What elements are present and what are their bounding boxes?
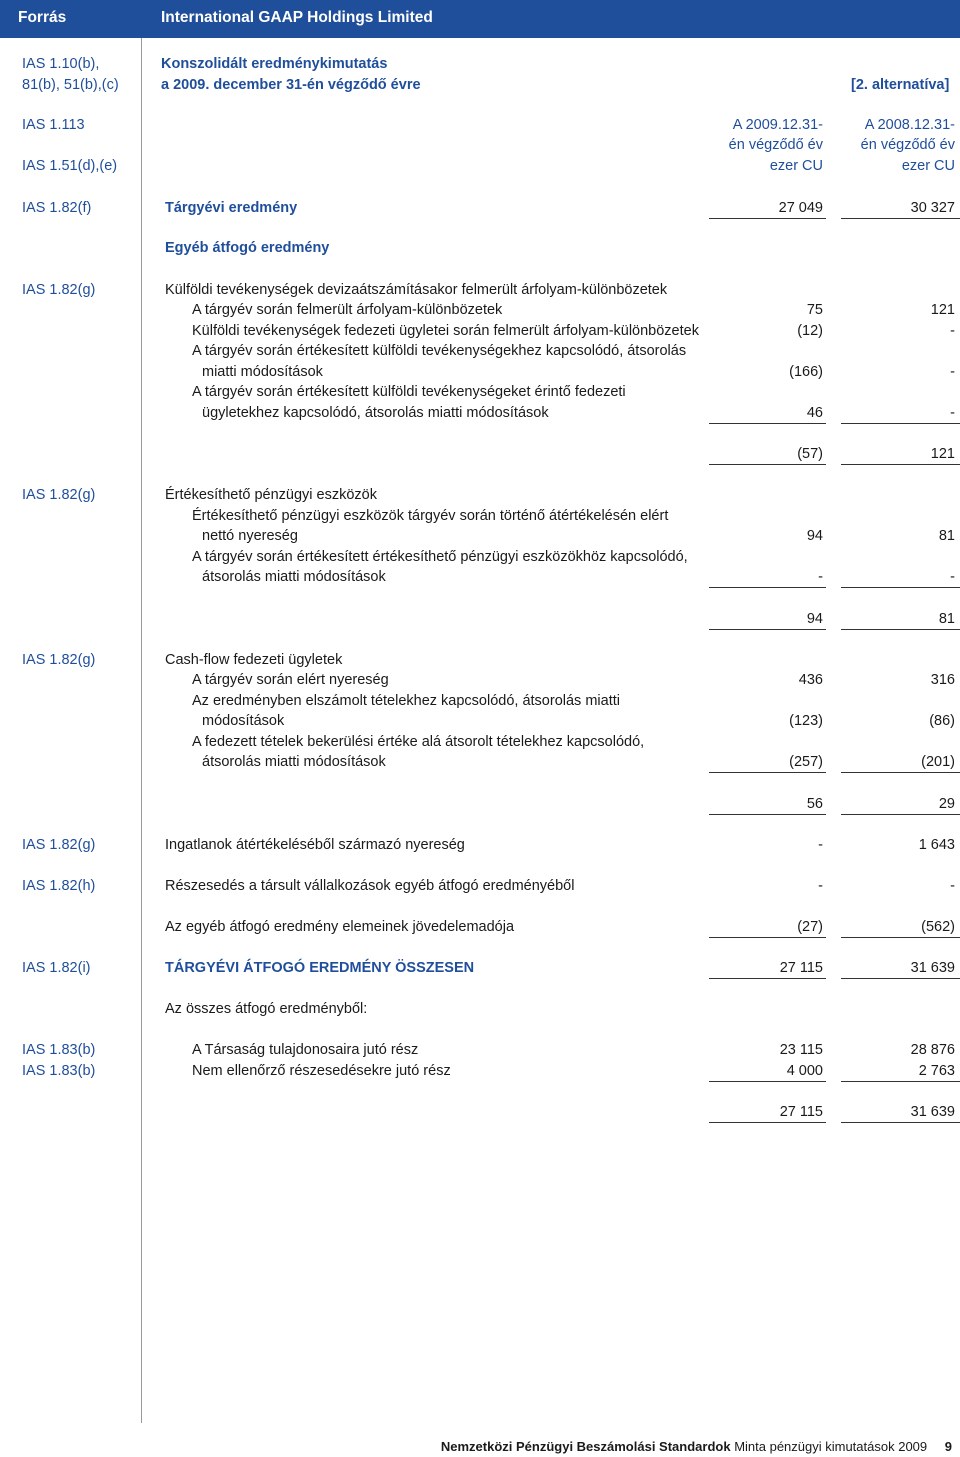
fx-row2-label: Külföldi tevékenységek fedezeti ügyletei során felmerült árfolyam-különbözetek bbox=[192, 323, 699, 339]
afs-row1-label1: Értékesíthető pénzügyi eszközök tárgyév során történő átértékelésén elért bbox=[192, 508, 669, 524]
attrib-heading: Az összes átfogó eredményből: bbox=[165, 1001, 368, 1017]
tci-label: TÁRGYÉVI ÁTFOGÓ EREDMÉNY ÖSSZESEN bbox=[165, 960, 475, 976]
attrib-rule-2009 bbox=[709, 1081, 826, 1082]
fx-row4-label1: A tárgyév során értékesített külföldi tevékenységeket érintő fedezeti bbox=[192, 384, 626, 400]
cf-row1-2009: 436 bbox=[798, 672, 823, 688]
cf-total-rule-2009 bbox=[709, 814, 826, 815]
colhead-2009-line1: A 2009.12.31- bbox=[732, 117, 823, 133]
tax-rule-2008 bbox=[841, 937, 960, 938]
profit-rule-2009 bbox=[709, 218, 826, 219]
cf-row3-label1: A fedezett tételek bekerülési értéke alá átsorolt tételekhez kapcsolódó, bbox=[192, 734, 645, 750]
fx-total-2009: (57) bbox=[797, 446, 823, 462]
fx-row3-2008: - bbox=[950, 364, 955, 380]
cf-row2-2008: (86) bbox=[929, 713, 955, 729]
afs-row1-2009: 94 bbox=[806, 528, 823, 544]
fx-row2-2009: (12) bbox=[797, 323, 823, 339]
fx-row3-label1: A tárgyév során értékesített külföldi tevékenységekhez kapcsolódó, átsorolás bbox=[192, 343, 687, 359]
colhead-2008-line2: én végződő év bbox=[860, 137, 955, 153]
cf-total-2009: 56 bbox=[806, 796, 823, 812]
statement-period: a 2009. december 31-én végződő évre bbox=[161, 77, 421, 93]
fx-rule-2008 bbox=[841, 423, 960, 424]
fx-row1-2009: 75 bbox=[806, 302, 823, 318]
assoc-2009: - bbox=[818, 878, 823, 894]
tci-2008: 31 639 bbox=[910, 960, 955, 976]
reval-label: Ingatlanok átértékeléséből származó nyereség bbox=[165, 837, 465, 853]
afs-total-2009: 94 bbox=[806, 611, 823, 627]
afs-row1-label2: nettó nyereség bbox=[202, 528, 298, 544]
fx-row4-2008: - bbox=[950, 405, 955, 421]
cf-heading: Cash-flow fedezeti ügyletek bbox=[165, 652, 343, 668]
oci-heading: Egyéb átfogó eredmény bbox=[165, 240, 330, 256]
fx-rule-2009 bbox=[709, 423, 826, 424]
afs-total-2008: 81 bbox=[938, 611, 955, 627]
attrib-row1-label: A Társaság tulajdonosaira jutó rész bbox=[192, 1042, 419, 1058]
cf-row1-label: A tárgyév során elért nyereség bbox=[192, 672, 389, 688]
colhead-2009-unit: ezer CU bbox=[769, 158, 823, 174]
colhead-2008-line1: A 2008.12.31- bbox=[864, 117, 955, 133]
cf-total-2008: 29 bbox=[938, 796, 955, 812]
attrib-row2-label: Nem ellenőrző részesedésekre jutó rész bbox=[192, 1063, 451, 1079]
header-bar bbox=[0, 0, 960, 38]
tci-source: IAS 1.82(i) bbox=[22, 960, 91, 976]
assoc-2008: - bbox=[950, 878, 955, 894]
assoc-source: IAS 1.82(h) bbox=[22, 878, 96, 894]
cf-rule-2009 bbox=[709, 772, 826, 773]
afs-row2-label2: átsorolás miatti módosítások bbox=[202, 569, 386, 585]
attrib-row2-source: IAS 1.83(b) bbox=[22, 1063, 96, 1079]
fx-total-2008: 121 bbox=[930, 446, 955, 462]
afs-row2-label1: A tárgyév során értékesített értékesíthető pénzügyi eszközökhöz kapcsolódó, bbox=[192, 549, 688, 565]
attrib-total-2009: 27 115 bbox=[779, 1104, 823, 1120]
fx-row2-2008: - bbox=[950, 323, 955, 339]
fx-row3-label2: miatti módosítások bbox=[202, 364, 323, 380]
afs-row2-2008: - bbox=[950, 569, 955, 585]
page-number: 9 bbox=[944, 1439, 952, 1454]
header-company-name: International GAAP Holdings Limited bbox=[161, 9, 433, 26]
attrib-row2-2008: 2 763 bbox=[918, 1063, 955, 1079]
fx-row4-2009: 46 bbox=[806, 405, 823, 421]
attrib-row1-source: IAS 1.83(b) bbox=[22, 1042, 96, 1058]
title-source-2: 81(b), 51(b),(c) bbox=[22, 77, 119, 93]
header-source-label: Forrás bbox=[18, 9, 67, 26]
attrib-total-rule-2009 bbox=[709, 1122, 826, 1123]
page-footer bbox=[441, 1439, 952, 1454]
statement-title: Konszolidált eredménykimutatás bbox=[161, 56, 388, 72]
profit-label: Tárgyévi eredmény bbox=[165, 200, 298, 216]
cf-row3-2008: (201) bbox=[921, 754, 955, 770]
reval-2008: 1 643 bbox=[918, 837, 955, 853]
tax-rule-2009 bbox=[709, 937, 826, 938]
attrib-total-2008: 31 639 bbox=[910, 1104, 955, 1120]
cf-row2-label2: módosítások bbox=[202, 713, 285, 729]
attrib-row1-2008: 28 876 bbox=[910, 1042, 955, 1058]
colhead-source-2: IAS 1.51(d),(e) bbox=[22, 158, 118, 174]
fx-total-rule-2009 bbox=[709, 464, 826, 465]
colhead-2008-unit: ezer CU bbox=[901, 158, 955, 174]
tci-rule-2008 bbox=[841, 978, 960, 979]
tci-2009: 27 115 bbox=[779, 960, 823, 976]
afs-source: IAS 1.82(g) bbox=[22, 487, 96, 503]
cf-row3-2009: (257) bbox=[789, 754, 823, 770]
cf-total-rule-2008 bbox=[841, 814, 960, 815]
afs-rule-2008 bbox=[841, 587, 960, 588]
cf-row2-label1: Az eredményben elszámolt tételekhez kapcsolódó, átsorolás miatti bbox=[192, 693, 620, 709]
colhead-source-1: IAS 1.113 bbox=[22, 117, 85, 133]
tax-label: Az egyéb átfogó eredmény elemeinek jövedelemadója bbox=[165, 919, 515, 935]
fx-row1-label: A tárgyév során felmerült árfolyam-különbözetek bbox=[192, 302, 503, 318]
afs-row2-2009: - bbox=[818, 569, 823, 585]
tci-rule-2009 bbox=[709, 978, 826, 979]
footer-series-title: Nemzetközi Pénzügyi Beszámolási Standardok bbox=[440, 1439, 731, 1454]
footer-subtitle: Minta pénzügyi kimutatások 2009 bbox=[734, 1439, 928, 1454]
fx-row4-label2: ügyletekhez kapcsolódó, átsorolás miatti módosítások bbox=[202, 405, 549, 421]
attrib-row2-2009: 4 000 bbox=[786, 1063, 823, 1079]
afs-heading: Értékesíthető pénzügyi eszközök bbox=[165, 487, 377, 503]
fx-heading: Külföldi tevékenységek devizaátszámításakor felmerült árfolyam-különbözetek bbox=[165, 282, 668, 298]
colhead-2009-line2: én végződő év bbox=[728, 137, 823, 153]
attrib-row1-2009: 23 115 bbox=[779, 1042, 823, 1058]
attrib-total-rule-2008 bbox=[841, 1122, 960, 1123]
fx-row1-2008: 121 bbox=[930, 302, 955, 318]
profit-source: IAS 1.82(f) bbox=[22, 200, 92, 216]
cf-rule-2008 bbox=[841, 772, 960, 773]
profit-2009: 27 049 bbox=[778, 200, 823, 216]
afs-total-rule-2009 bbox=[709, 629, 826, 630]
title-source-1: IAS 1.10(b), bbox=[22, 56, 100, 72]
cf-row2-2009: (123) bbox=[789, 713, 823, 729]
cf-row1-2008: 316 bbox=[930, 672, 955, 688]
fx-row3-2009: (166) bbox=[789, 364, 823, 380]
cf-row3-label2: átsorolás miatti módosítások bbox=[202, 754, 386, 770]
tax-2009: (27) bbox=[797, 919, 823, 935]
afs-row1-2008: 81 bbox=[938, 528, 955, 544]
profit-2008: 30 327 bbox=[910, 200, 955, 216]
reval-2009: - bbox=[818, 837, 823, 853]
afs-total-rule-2008 bbox=[841, 629, 960, 630]
cf-source: IAS 1.82(g) bbox=[22, 652, 96, 668]
attrib-rule-2008 bbox=[841, 1081, 960, 1082]
column-divider bbox=[141, 38, 142, 1423]
tax-2008: (562) bbox=[921, 919, 955, 935]
reval-source: IAS 1.82(g) bbox=[22, 837, 96, 853]
fx-source: IAS 1.82(g) bbox=[22, 282, 96, 298]
alternative-label: [2. alternatíva] bbox=[851, 77, 950, 93]
profit-rule-2008 bbox=[841, 218, 960, 219]
fx-total-rule-2008 bbox=[841, 464, 960, 465]
afs-rule-2009 bbox=[709, 587, 826, 588]
assoc-label: Részesedés a társult vállalkozások egyéb átfogó eredményéből bbox=[165, 878, 575, 894]
